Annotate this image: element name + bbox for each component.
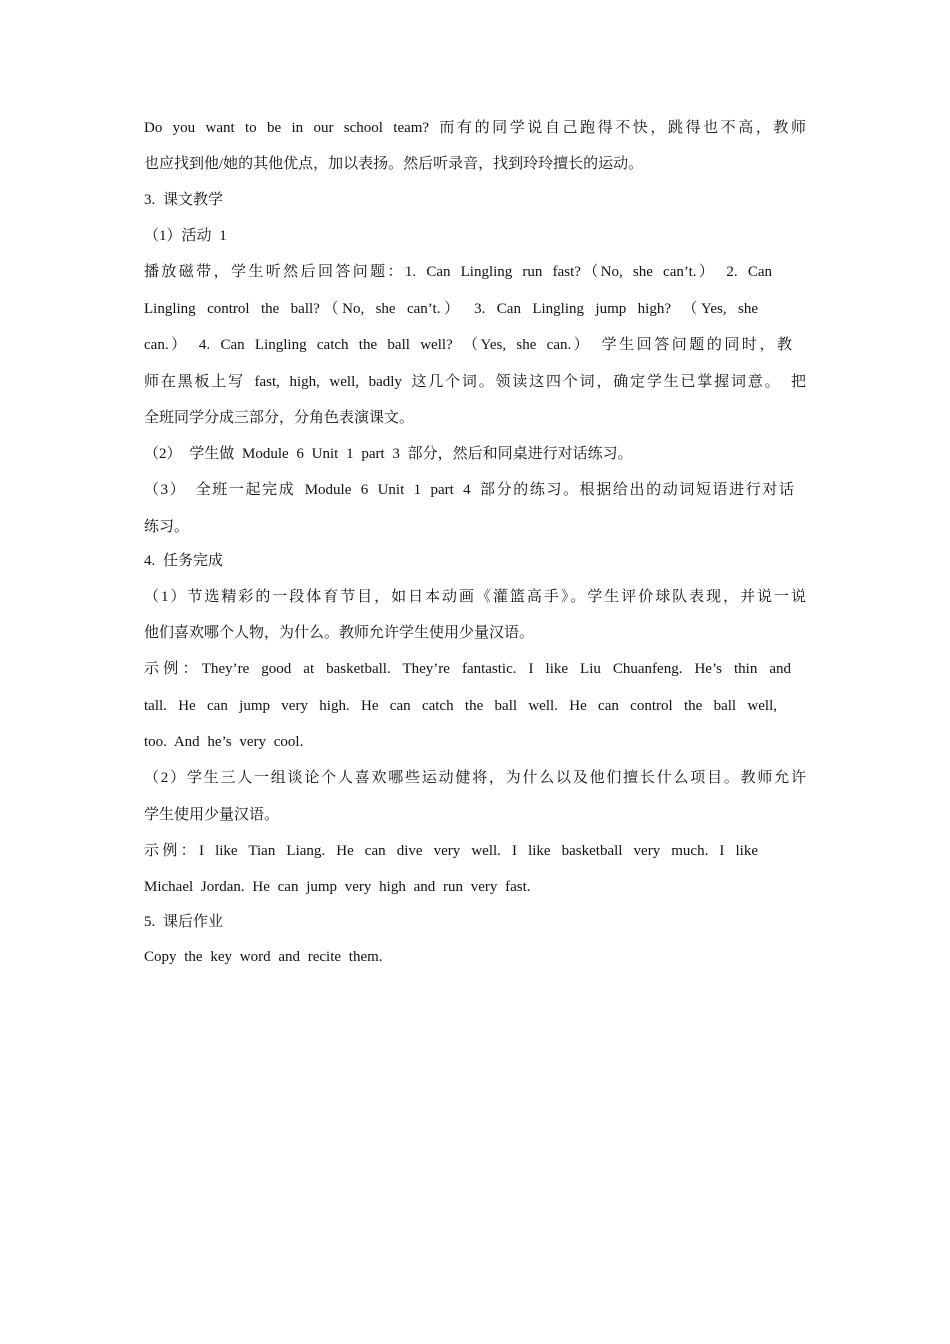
paragraph-line: （1）节选精彩的一段体育节目，如日本动画《灌篮高手》。学生评价球队表现，并说一说 <box>144 589 806 605</box>
paragraph-line: （2） 学生做 Module 6 Unit 1 part 3 部分，然后和同桌进行对话练习。 <box>144 446 633 462</box>
paragraph-line: 示例：I like Tian Liang. He can dive very well. I like basketball very much. I like <box>144 843 758 859</box>
paragraph-line: 播放磁带，学生听然后回答问题：1. Can Lingling run fast?（No, she can’t.） 2. Can <box>144 264 772 280</box>
section-heading: 3. 课文教学 <box>144 192 224 208</box>
paragraph-line: 师在黑板上写 fast, high, well, badly 这几个词。领读这四个词，确定学生已掌握词意。 把 <box>144 374 806 390</box>
paragraph-line: 全班同学分成三部分，分角色表演课文。 <box>144 410 415 426</box>
paragraph-line: too. And he’s very cool. <box>144 734 304 750</box>
section-heading: 4. 任务完成 <box>144 553 224 569</box>
paragraph-line: Michael Jordan. He can jump very high and run very fast. <box>144 879 531 895</box>
paragraph-line: Lingling control the ball?（No, she can’t.） 3. Can Lingling jump high? （Yes, she <box>144 301 758 317</box>
section-heading: 5. 课后作业 <box>144 914 224 930</box>
paragraph-line: can.） 4. Can Lingling catch the ball well? （Yes, she can.） 学生回答问题的同时，教 <box>144 337 792 353</box>
paragraph-line: Do you want to be in our school team? 而有的同学说自己跑得不快，跳得也不高，教师 <box>144 120 806 136</box>
paragraph-line: 他们喜欢哪个人物，为什么。教师允许学生使用少量汉语。 <box>144 625 535 641</box>
paragraph-line: 练习。 <box>144 519 190 535</box>
paragraph-line: Copy the key word and recite them. <box>144 949 383 965</box>
paragraph-line: tall. He can jump very high. He can catch the ball well. He can control the ball well, <box>144 698 777 714</box>
paragraph-line: 也应找到他/她的其他优点，加以表扬。然后听录音，找到玲玲擅长的运动。 <box>144 156 644 172</box>
paragraph-line: 学生使用少量汉语。 <box>144 807 280 823</box>
paragraph-line: （3） 全班一起完成 Module 6 Unit 1 part 4 部分的练习。根据给出的动词短语进行对话 <box>144 482 794 498</box>
subsection-heading: （1）活动 1 <box>144 228 227 244</box>
paragraph-line: （2）学生三人一组谈论个人喜欢哪些运动健将，为什么以及他们擅长什么项目。教师允许 <box>144 770 806 786</box>
paragraph-line: 示例：They’re good at basketball. They’re fantastic. I like Liu Chuanfeng. He’s thin and <box>144 661 791 677</box>
